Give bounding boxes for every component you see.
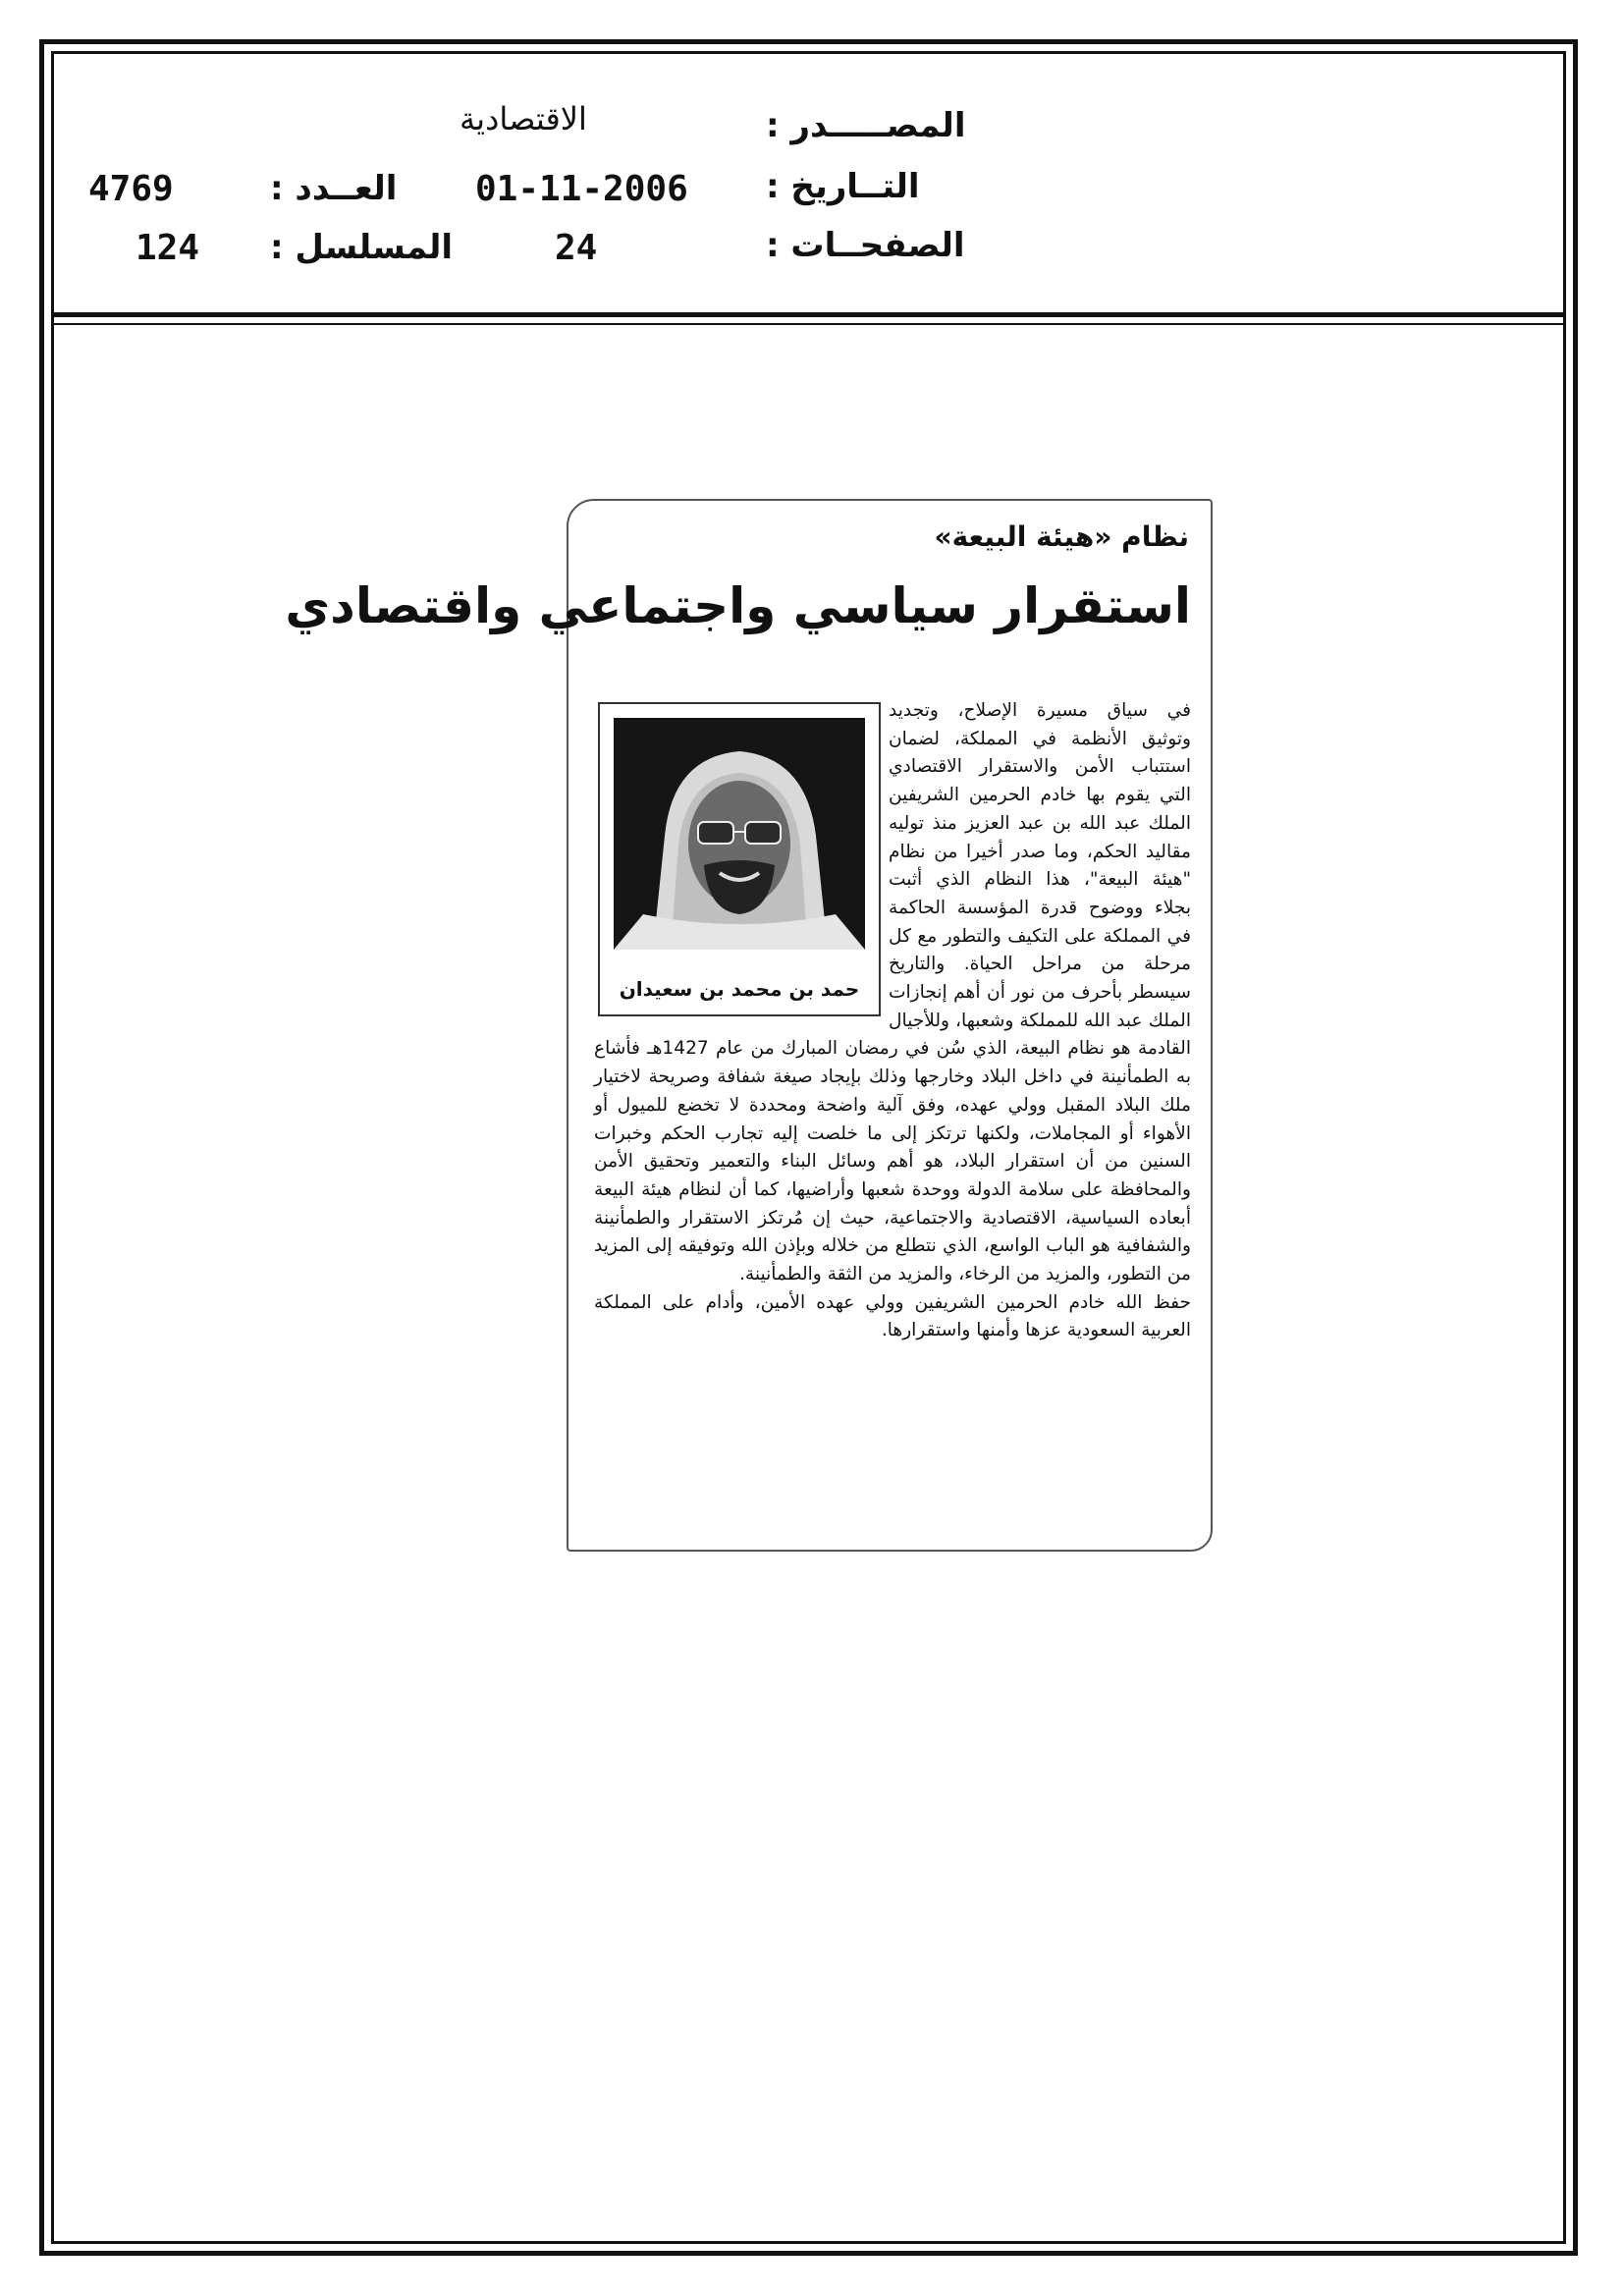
date-value: 01-11-2006 [475, 169, 688, 209]
author-name: حمد بن محمد بن سعيدان [619, 977, 860, 1001]
source-label: المصـــــدر : [766, 106, 966, 145]
source-value: الاقتصادية [460, 100, 587, 137]
date-label: التــاريخ : [766, 167, 920, 206]
pages-value: 24 [555, 228, 598, 268]
issue-label: العــدد : [270, 169, 398, 208]
article-kicker: نظام «هيئة البيعة» [934, 520, 1189, 553]
author-photo [614, 718, 865, 950]
article-paragraph: في سياق مسيرة الإصلاح، وتجديد وتوثيق الأنظمة في المملكة، لضمان استتباب الأمن والاستقرار الاقتصادي التي يقوم بها خادم الحرمين الشريفين الملك عبد الله بن عبد العزيز منذ توليه مقاليد الحكم، وما صدر أخيرا من نظام "هيئة البيعة"، هذا النظام الذي أثبت بجلاء ووضوح قدرة المؤسسة الحاكمة في المملكة على التكيف والتطور مع كل مرحلة من مراحل الحياة. والتاريخ سيسطر بأحرف من نور أن أهم إنجازات الملك عبد الله للمملكة وشعبها، وللأجيال القادمة هو نظام البيعة، الذي سُن في رمضان المبارك من عام 1427هـ فأشاع به الطمأنينة في داخل البلاد وخارجها وذلك بإيجاد صيغة شفافة وصريحة لاختيار ملك البلاد المقبل وولي عهده، وفق آلية واضحة ومحددة لا تخضع للميول أو الأهواء أو المجاملات، ولكنها ترتكز إلى ما خلصت إليه تجارب الحكم وخبرات السنين من أن استقرار البلاد، هو أهم وسائل البناء والتعمير وتحقيق الأمن والمحافظة على سلامة الدولة ووحدة شعبها وأراضيها، كما أن لنظام هيئة البيعة أبعاده السياسية، الاقتصادية والاجتماعية، حيث إن مُرتكز الاستقرار والطمأنينة والشفافية هو الباب الواسع، الذي نتطلع من خلاله وبإذن الله وتوفيقه إلى المزيد من التطور، والمزيد من الرخاء، والمزيد من الثقة والطمأنينة. [594, 700, 1191, 1285]
author-portrait-image [614, 718, 865, 950]
newspaper-clipping [285, 499, 1213, 1552]
header-divider-thin [51, 323, 1566, 325]
author-photo-box [598, 702, 881, 1016]
serial-value: 124 [135, 228, 200, 268]
header-divider [51, 312, 1566, 317]
serial-label: المسلسل : [270, 228, 454, 267]
pages-label: الصفحــات : [766, 226, 965, 265]
issue-value: 4769 [88, 169, 174, 209]
article-paragraph: حفظ الله خادم الحرمين الشريفين وولي عهده الأمين، وأدام على المملكة العربية السعودية عزها وأمنها واستقرارها. [594, 1291, 1191, 1341]
article-headline: استقرار سياسي واجتماعي واقتصادي [285, 577, 1191, 634]
